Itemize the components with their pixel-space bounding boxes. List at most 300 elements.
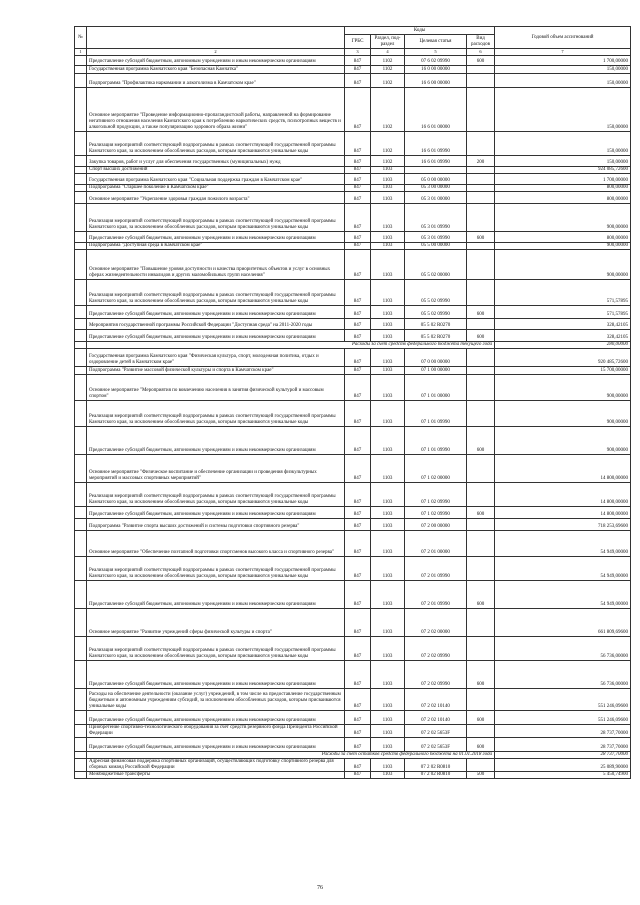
item-name-cell: Предоставление субсидий бюджетным, автономным учреждениям и иным некоммерческим организациям: [87, 427, 345, 455]
amount-cell: 551 246,09600: [495, 711, 631, 725]
razdel-cell: 1103: [371, 349, 405, 367]
table-row: [75, 306, 631, 319]
table-row: [75, 330, 631, 342]
grbs-cell: 847: [345, 367, 371, 375]
expense-type-cell: [467, 192, 495, 204]
grbs-cell: 847: [345, 192, 371, 204]
expense-type-cell: [467, 167, 495, 174]
amount-cell: 150,00000: [495, 66, 631, 74]
amount-cell: 14 800,00000: [495, 455, 631, 483]
row-number-cell: [75, 156, 87, 167]
grbs-cell: 847: [345, 204, 371, 232]
table-row: [75, 738, 631, 752]
table-row: [75, 581, 631, 609]
target-article-cell: 05 0 00 00000: [405, 174, 467, 185]
item-name-cell: Предоставление субсидий бюджетным, автономным учреждениям и иным некоммерческим организациям: [87, 581, 345, 609]
item-name-cell: Закупка товаров, работ и услуг для обеспечения государственных (муниципальных) нужд: [87, 156, 345, 167]
grbs-cell: 847: [345, 74, 371, 88]
amount-cell: 328,42105: [495, 319, 631, 330]
grbs-cell: 847: [345, 132, 371, 156]
target-article-cell: 16 6 01 00000: [405, 88, 467, 132]
amount-cell: 28 737,70000: [495, 738, 631, 752]
razdel-cell: 1103: [371, 401, 405, 427]
expense-type-cell: 600: [467, 507, 495, 519]
table-row: [75, 74, 631, 88]
item-name-cell: Реализация мероприятий соответствующей подпрограммы в рамках соответствующей государственной программы Камчатского края, за исключением обособленных расходов, которым присваиваются уникальные коды: [87, 557, 345, 581]
razdel-cell: 1103: [371, 243, 405, 250]
amount-cell: 571,57895: [495, 306, 631, 319]
table-row: [75, 519, 631, 531]
expense-type-cell: 200: [467, 156, 495, 167]
grbs-cell: 847: [345, 455, 371, 483]
item-name-cell: Подпрограмма "Профилактика наркомании и алкоголизма в Камчатском крае": [87, 74, 345, 88]
target-article-cell: 07 2 02 5653F: [405, 738, 467, 752]
amount-cell: 900,00000: [495, 204, 631, 232]
razdel-cell: 1103: [371, 689, 405, 711]
table-row: [75, 609, 631, 637]
grbs-cell: 847: [345, 66, 371, 74]
amount-cell: 800,00000: [495, 192, 631, 204]
row-number-cell: [75, 581, 87, 609]
row-number-cell: [75, 401, 87, 427]
item-name-cell: Основное мероприятие "Проведение информационно-пропагандистской работы, направленной на формирование негативного отношения населения Камчатского края к потреблению наркотических средств, психотропных веществ и алкогольной продукции, а также популяризацию здорового образа жизни": [87, 88, 345, 132]
table-row: [75, 427, 631, 455]
row-number-cell: [75, 88, 87, 132]
expense-type-cell: 600: [467, 427, 495, 455]
expense-type-cell: 600: [467, 56, 495, 66]
expense-type-cell: 600: [467, 306, 495, 319]
column-index-row: [75, 49, 631, 56]
target-article-cell: 05 5 02 09990: [405, 280, 467, 306]
item-name-cell: Приобретение спортивно-технологического оборудования за счет средств резервного фонда Президента Российской Федерации: [87, 725, 345, 738]
amount-cell: 328,42105: [495, 330, 631, 342]
row-number-cell: [75, 507, 87, 519]
razdel-cell: 1103: [371, 306, 405, 319]
razdel-cell: 1103: [371, 519, 405, 531]
amount-cell: 15 700,00000: [495, 367, 631, 375]
grbs-cell: 847: [345, 401, 371, 427]
table-row: [75, 375, 631, 401]
row-number-cell: [75, 738, 87, 752]
amount-cell: 56 736,00000: [495, 637, 631, 661]
table-row: [75, 66, 631, 74]
razdel-cell: 1102: [371, 132, 405, 156]
column-index-cell: 4: [371, 49, 405, 56]
grbs-cell: 847: [345, 330, 371, 342]
row-number-cell: [75, 375, 87, 401]
table-row: [75, 531, 631, 557]
item-name-cell: Реализация мероприятий соответствующей подпрограммы в рамках соответствующей государственной программы Камчатского края, за исключением обособленных расходов, которым присваиваются уникальные коды: [87, 280, 345, 306]
item-name-cell: Предоставление субсидий бюджетным, автономным учреждениям и иным некоммерческим организациям: [87, 507, 345, 519]
header-grbs: ГРБС: [345, 35, 371, 49]
target-article-cell: 07 1 01 00000: [405, 375, 467, 401]
grbs-cell: 847: [345, 507, 371, 519]
amount-cell: 900,00000: [495, 427, 631, 455]
item-name-cell: Реализация мероприятий соответствующей подпрограммы в рамках соответствующей государственной программы Камчатского края, за исключением обособленных расходов, которым присваиваются уникальные коды: [87, 132, 345, 156]
razdel-cell: 1103: [371, 581, 405, 609]
page-number: 76: [317, 885, 323, 891]
amount-cell: 900,00000: [495, 401, 631, 427]
razdel-cell: 1103: [371, 174, 405, 185]
razdel-cell: 1103: [371, 280, 405, 306]
table-row: [75, 367, 631, 375]
grbs-cell: 847: [345, 725, 371, 738]
table-row: [75, 132, 631, 156]
expense-type-cell: [467, 455, 495, 483]
target-article-cell: 07 2 02 09990: [405, 637, 467, 661]
target-article-cell: 07 2 02 00000: [405, 609, 467, 637]
item-name-cell: Подпрограмма "Развитие спорта высших достижений и системы подготовки спортивного резерва": [87, 519, 345, 531]
amount-cell: 280,00000: [495, 342, 631, 349]
razdel-cell: 1103: [371, 330, 405, 342]
column-index-cell: 3: [345, 49, 371, 56]
target-article-cell: 05 5 02 00000: [405, 250, 467, 280]
item-name-cell: Мероприятия государственной программы Российской Федерации "Доступная среда" на 2011-2020 годы: [87, 319, 345, 330]
table-row: [75, 174, 631, 185]
item-name-cell: Предоставление субсидий бюджетным, автономным учреждениям и иным некоммерческим организациям: [87, 232, 345, 243]
target-article-cell: 05 5 02 R0270: [405, 319, 467, 330]
expense-type-cell: [467, 557, 495, 581]
grbs-cell: 847: [345, 772, 371, 779]
item-name-cell: Предоставление субсидий бюджетным, автономным учреждениям и иным некоммерческим организациям: [87, 661, 345, 689]
row-number-cell: [75, 637, 87, 661]
expense-type-cell: [467, 401, 495, 427]
expense-type-cell: [467, 531, 495, 557]
row-number-cell: [75, 280, 87, 306]
table-row: [75, 88, 631, 132]
amount-cell: 900,00000: [495, 375, 631, 401]
target-article-cell: 05 5 00 00000: [405, 243, 467, 250]
table-body: [75, 56, 631, 779]
target-article-cell: 16 6 01 09990: [405, 156, 467, 167]
header-razdel: Раздел, под-раздел: [371, 35, 405, 49]
grbs-cell: 847: [345, 637, 371, 661]
target-article-cell: 05 3 01 09990: [405, 232, 467, 243]
expense-type-cell: [467, 367, 495, 375]
amount-cell: 800,00000: [495, 232, 631, 243]
amount-cell: 920 485,72600: [495, 349, 631, 367]
expense-type-cell: 600: [467, 330, 495, 342]
expense-type-cell: [467, 185, 495, 192]
razdel-cell: 1103: [371, 772, 405, 779]
target-article-cell: 07 1 02 00000: [405, 455, 467, 483]
expense-type-cell: [467, 609, 495, 637]
amount-cell: 28 737,70000: [495, 752, 631, 759]
table-row: [75, 185, 631, 192]
row-number-cell: [75, 427, 87, 455]
amount-cell: 1 700,00000: [495, 56, 631, 66]
amount-cell: 150,00000: [495, 156, 631, 167]
item-name-cell: Основное мероприятие "Повышение уровня доступности и качества приоритетных объектов и услуг в основных сферах жизнедеятельности инвалидов и других маломобильных групп населения": [87, 250, 345, 280]
grbs-cell: 847: [345, 375, 371, 401]
expense-type-cell: [467, 88, 495, 132]
expense-type-cell: [467, 375, 495, 401]
expense-type-cell: [467, 349, 495, 367]
target-article-cell: 05 3 01 00000: [405, 192, 467, 204]
amount-cell: 800,00000: [495, 185, 631, 192]
row-number-cell: [75, 56, 87, 66]
budget-table: [74, 26, 631, 779]
amount-cell: 924 085,72600: [495, 167, 631, 174]
row-number-cell: [75, 711, 87, 725]
item-name-cell: Предоставление субсидий бюджетным, автономным учреждениям и иным некоммерческим организациям: [87, 330, 345, 342]
expense-type-cell: [467, 66, 495, 74]
grbs-cell: 847: [345, 711, 371, 725]
razdel-cell: 1103: [371, 759, 405, 772]
amount-cell: 661 809,69600: [495, 609, 631, 637]
grbs-cell: 847: [345, 483, 371, 507]
grbs-cell: 847: [345, 349, 371, 367]
target-article-cell: 07 2 00 00000: [405, 519, 467, 531]
target-article-cell: 07 2 02 10140: [405, 711, 467, 725]
header-amount: Годовой объем ассигнований: [495, 27, 631, 49]
item-name-cell: Предоставление субсидий бюджетным, автономным учреждениям и иным некоммерческим организациям: [87, 56, 345, 66]
row-number-cell: [75, 167, 87, 174]
amount-cell: 551 246,09600: [495, 689, 631, 711]
item-name-cell: Предоставление субсидий бюджетным, автономным учреждениям и иным некоммерческим организациям: [87, 711, 345, 725]
grbs-cell: 847: [345, 427, 371, 455]
row-number-cell: [75, 689, 87, 711]
grbs-cell: 847: [345, 531, 371, 557]
grbs-cell: 847: [345, 519, 371, 531]
target-article-cell: 07 1 00 00000: [405, 367, 467, 375]
grbs-cell: 847: [345, 557, 371, 581]
razdel-cell: 1103: [371, 725, 405, 738]
razdel-cell: 1103: [371, 738, 405, 752]
grbs-cell: 847: [345, 174, 371, 185]
table-row: [75, 250, 631, 280]
amount-cell: 150,00000: [495, 74, 631, 88]
grbs-cell: 847: [345, 306, 371, 319]
grbs-cell: 847: [345, 185, 371, 192]
item-name-cell: Основное мероприятие "Укрепление здоровья граждан пожилого возраста": [87, 192, 345, 204]
target-article-cell: 07 1 02 09990: [405, 507, 467, 519]
table-row: [75, 243, 631, 250]
razdel-cell: 1103: [371, 192, 405, 204]
expense-type-cell: [467, 319, 495, 330]
column-index-cell: 7: [495, 49, 631, 56]
row-number-cell: [75, 752, 87, 759]
amount-cell: 900,00000: [495, 243, 631, 250]
row-number-cell: [75, 319, 87, 330]
expense-type-cell: [467, 204, 495, 232]
target-article-cell: 07 2 01 09990: [405, 557, 467, 581]
target-article-cell: 07 1 02 09990: [405, 483, 467, 507]
razdel-cell: 1103: [371, 232, 405, 243]
item-name-cell: Основное мероприятие "Мероприятия по вовлечению населения в занятия физической культурой и массовым спортом": [87, 375, 345, 401]
table-row: [75, 204, 631, 232]
grbs-cell: 847: [345, 232, 371, 243]
target-article-cell: 07 2 02 10140: [405, 689, 467, 711]
row-number-cell: [75, 185, 87, 192]
expense-type-cell: [467, 243, 495, 250]
amount-cell: 25 089,90000: [495, 759, 631, 772]
row-number-cell: [75, 349, 87, 367]
header-csr: Целевая статья: [405, 35, 467, 49]
item-name-cell: Подпрограмма "Старшее поколение в Камчатском крае": [87, 185, 345, 192]
amount-cell: 54 949,00000: [495, 531, 631, 557]
grbs-cell: 847: [345, 738, 371, 752]
item-name-cell: Основное мероприятие "Развитие учреждений сферы физической культуры и спорта": [87, 609, 345, 637]
razdel-cell: 1103: [371, 483, 405, 507]
amount-cell: 28 737,70000: [495, 725, 631, 738]
target-article-cell: 07 2 01 09990: [405, 581, 467, 609]
expense-type-cell: [467, 250, 495, 280]
target-article-cell: 16 6 00 00000: [405, 74, 467, 88]
target-article-cell: 07 2 02 R0810: [405, 759, 467, 772]
grbs-cell: 847: [345, 319, 371, 330]
expense-type-cell: [467, 280, 495, 306]
row-number-cell: [75, 204, 87, 232]
expense-type-cell: 600: [467, 711, 495, 725]
table-row: [75, 280, 631, 306]
target-article-cell: 07 6 02 09990: [405, 56, 467, 66]
header-vr: Вид расходов: [467, 35, 495, 49]
expense-type-cell: 600: [467, 738, 495, 752]
table-row: [75, 156, 631, 167]
item-name-cell: Предоставление субсидий бюджетным, автономным учреждениям и иным некоммерческим организациям: [87, 738, 345, 752]
grbs-cell: 847: [345, 280, 371, 306]
table-row: [75, 192, 631, 204]
header-no: №: [75, 27, 87, 49]
expense-type-cell: [467, 132, 495, 156]
target-article-cell: 07 1 01 09990: [405, 427, 467, 455]
target-article-cell: 05 3 00 00000: [405, 185, 467, 192]
razdel-cell: 1102: [371, 88, 405, 132]
razdel-cell: 1103: [371, 455, 405, 483]
table-row: [75, 319, 631, 330]
row-number-cell: [75, 132, 87, 156]
expense-type-cell: [467, 483, 495, 507]
razdel-cell: 1103: [371, 531, 405, 557]
grbs-cell: 847: [345, 609, 371, 637]
razdel-cell: 1102: [371, 156, 405, 167]
row-number-cell: [75, 174, 87, 185]
target-article-cell: 05 3 01 09990: [405, 204, 467, 232]
target-article-cell: 07 2 02 5653F: [405, 725, 467, 738]
amount-cell: 54 949,00000: [495, 557, 631, 581]
row-number-cell: [75, 725, 87, 738]
expense-type-cell: 600: [467, 581, 495, 609]
table-row: [75, 455, 631, 483]
razdel-cell: 1103: [371, 167, 405, 174]
target-article-cell: 07 2 02 09990: [405, 661, 467, 689]
note-row: [75, 752, 631, 759]
target-article-cell: 05 5 02 R0270: [405, 330, 467, 342]
row-number-cell: [75, 759, 87, 772]
grbs-cell: 847: [345, 661, 371, 689]
razdel-cell: 1103: [371, 711, 405, 725]
razdel-cell: 1103: [371, 661, 405, 689]
grbs-cell: 847: [345, 581, 371, 609]
table-row: [75, 637, 631, 661]
grbs-cell: 847: [345, 689, 371, 711]
expense-type-cell: 600: [467, 232, 495, 243]
amount-cell: 54 949,00000: [495, 581, 631, 609]
expense-type-cell: [467, 519, 495, 531]
razdel-cell: 1103: [371, 204, 405, 232]
header-codes: Коды: [345, 27, 495, 35]
item-name-cell: Реализация мероприятий соответствующей подпрограммы в рамках соответствующей государственной программы Камчатского края, за исключением обособленных расходов, которым присваиваются уникальные коды: [87, 401, 345, 427]
amount-cell: 56 736,00000: [495, 661, 631, 689]
grbs-cell: 847: [345, 156, 371, 167]
table-row: [75, 507, 631, 519]
razdel-cell: 1103: [371, 250, 405, 280]
item-name-cell: Основное мероприятие "Обеспечение поэтапной подготовки спортсменов высокого класса и спортивного резерва": [87, 531, 345, 557]
target-article-cell: 07 2 02 R0810: [405, 772, 467, 779]
amount-cell: 571,57895: [495, 280, 631, 306]
item-name-cell: Спорт высших достижений: [87, 167, 345, 174]
item-name-cell: Подпрограмма "Развитие массовой физической культуры и спорта в Камчатском крае": [87, 367, 345, 375]
amount-cell: 1 700,00000: [495, 174, 631, 185]
table-row: [75, 483, 631, 507]
expense-type-cell: [467, 74, 495, 88]
expense-type-cell: [467, 759, 495, 772]
item-name-cell: Государственная программа Камчатского края "Безопасная Камчатка": [87, 66, 345, 74]
target-article-cell: 07 1 01 09990: [405, 401, 467, 427]
row-number-cell: [75, 330, 87, 342]
row-number-cell: [75, 306, 87, 319]
row-number-cell: [75, 519, 87, 531]
grbs-cell: 847: [345, 56, 371, 66]
razdel-cell: 1103: [371, 507, 405, 519]
item-name-cell: Предоставление субсидий бюджетным, автономным учреждениям и иным некоммерческим организациям: [87, 306, 345, 319]
grbs-cell: 847: [345, 243, 371, 250]
table-row: [75, 725, 631, 738]
row-number-cell: [75, 609, 87, 637]
target-article-cell: 07 2 01 00000: [405, 531, 467, 557]
amount-cell: 14 800,00000: [495, 507, 631, 519]
row-number-cell: [75, 243, 87, 250]
note-text: Расходы за счет средств федерального бюджета текущего года: [87, 342, 495, 349]
row-number-cell: [75, 772, 87, 779]
column-index-cell: 1: [75, 49, 87, 56]
row-number-cell: [75, 342, 87, 349]
table-row: [75, 772, 631, 779]
razdel-cell: 1103: [371, 557, 405, 581]
row-number-cell: [75, 66, 87, 74]
table-row: [75, 661, 631, 689]
razdel-cell: 1103: [371, 367, 405, 375]
row-number-cell: [75, 531, 87, 557]
target-article-cell: 16 6 01 09990: [405, 132, 467, 156]
razdel-cell: 1102: [371, 66, 405, 74]
item-name-cell: Адресная финансовая поддержка спортивных организаций, осуществляющих подготовку спортивного резерва для сборных команд Российской Федерации: [87, 759, 345, 772]
expense-type-cell: [467, 637, 495, 661]
item-name-cell: Государственная программа Камчатского края "Социальная поддержка граждан в Камчатском крае": [87, 174, 345, 185]
amount-cell: 150,00000: [495, 132, 631, 156]
item-name-cell: Государственная программа Камчатского края "Физическая культура, спорт, молодежная политика, отдых и оздоровление детей в Камчатском крае": [87, 349, 345, 367]
grbs-cell: 847: [345, 167, 371, 174]
column-index-cell: 6: [467, 49, 495, 56]
razdel-cell: 1102: [371, 56, 405, 66]
table-row: [75, 689, 631, 711]
column-index-cell: 2: [87, 49, 345, 56]
row-number-cell: [75, 661, 87, 689]
target-article-cell: 07 0 00 00000: [405, 349, 467, 367]
table-row: [75, 232, 631, 243]
amount-cell: 150,00000: [495, 88, 631, 132]
table-row: [75, 557, 631, 581]
item-name-cell: Реализация мероприятий соответствующей подпрограммы в рамках соответствующей государственной программы Камчатского края, за исключением обособленных расходов, которым присваиваются уникальные коды: [87, 637, 345, 661]
expense-type-cell: [467, 725, 495, 738]
expense-type-cell: 500: [467, 772, 495, 779]
row-number-cell: [75, 250, 87, 280]
note-row: [75, 342, 631, 349]
grbs-cell: 847: [345, 88, 371, 132]
table-row: [75, 167, 631, 174]
header-name: [87, 27, 345, 49]
